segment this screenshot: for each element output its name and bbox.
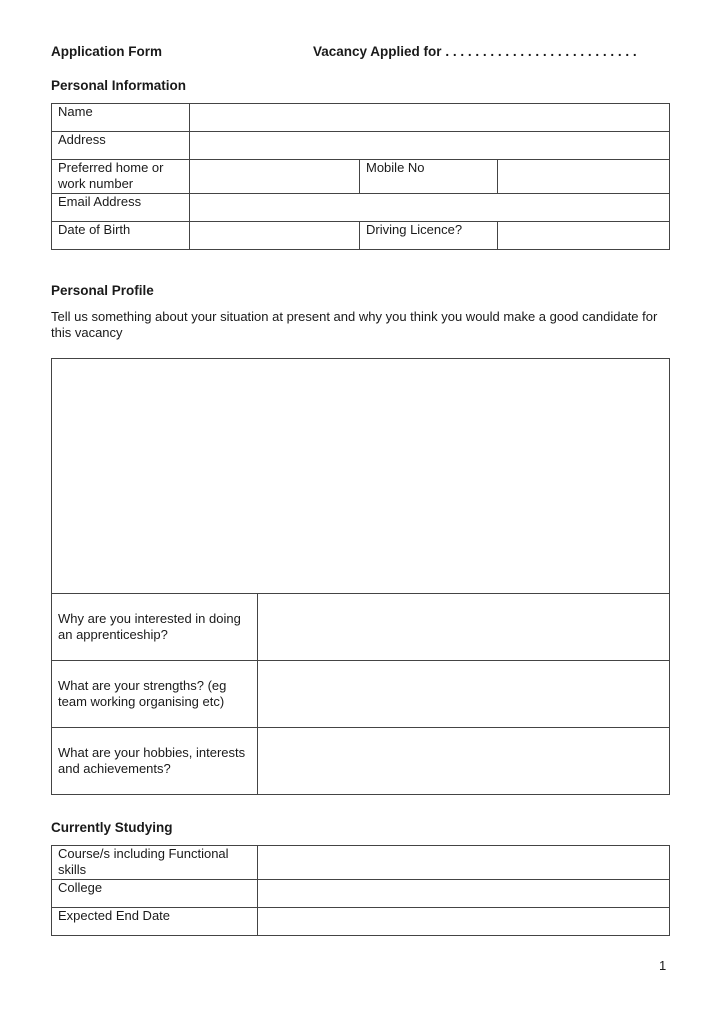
phone-field[interactable] (190, 160, 360, 194)
driving-licence-label: Driving Licence? (360, 222, 498, 250)
college-label: College (52, 880, 258, 908)
vacancy-label: Vacancy Applied for (313, 44, 442, 59)
mobile-field[interactable] (498, 160, 670, 194)
personal-profile-instruction: Tell us something about your situation at present and why you think you would make a good candidate for this vacancy (51, 309, 658, 340)
personal-information-table (51, 103, 670, 250)
strengths-question: What are your strengths? (eg team working organising etc) (52, 661, 258, 728)
email-label: Email Address (52, 194, 190, 222)
course-label: Course/s including Functional skills (52, 846, 258, 880)
college-field[interactable] (258, 880, 670, 908)
currently-studying-table (51, 845, 670, 936)
vacancy-input-dots[interactable]: . . . . . . . . . . . . . . . . . . . . . . . . . . (445, 44, 637, 59)
dob-label: Date of Birth (52, 222, 190, 250)
email-field[interactable] (190, 194, 670, 222)
apprenticeship-question: Why are you interested in doing an apprenticeship? (52, 594, 258, 661)
address-field[interactable] (190, 132, 670, 160)
personal-information-heading: Personal Information (51, 78, 187, 93)
name-label: Name (52, 104, 190, 132)
phone-label: Preferred home or work number (52, 160, 190, 194)
driving-licence-field[interactable] (498, 222, 670, 250)
personal-profile-heading: Personal Profile (51, 283, 154, 298)
dob-field[interactable] (190, 222, 360, 250)
currently-studying-heading: Currently Studying (51, 820, 173, 835)
apprenticeship-answer-field[interactable] (258, 594, 670, 661)
form-title: Application Form (51, 44, 162, 59)
vacancy-applied-for (313, 44, 637, 59)
profile-statement-field[interactable] (52, 359, 670, 594)
personal-profile-table (51, 358, 670, 795)
course-field[interactable] (258, 846, 670, 880)
address-label: Address (52, 132, 190, 160)
end-date-label: Expected End Date (52, 908, 258, 936)
page-number: 1 (659, 958, 667, 973)
mobile-label: Mobile No (360, 160, 498, 194)
hobbies-question: What are your hobbies, interests and achievements? (52, 728, 258, 795)
end-date-field[interactable] (258, 908, 670, 936)
strengths-answer-field[interactable] (258, 661, 670, 728)
hobbies-answer-field[interactable] (258, 728, 670, 795)
name-field[interactable] (190, 104, 670, 132)
